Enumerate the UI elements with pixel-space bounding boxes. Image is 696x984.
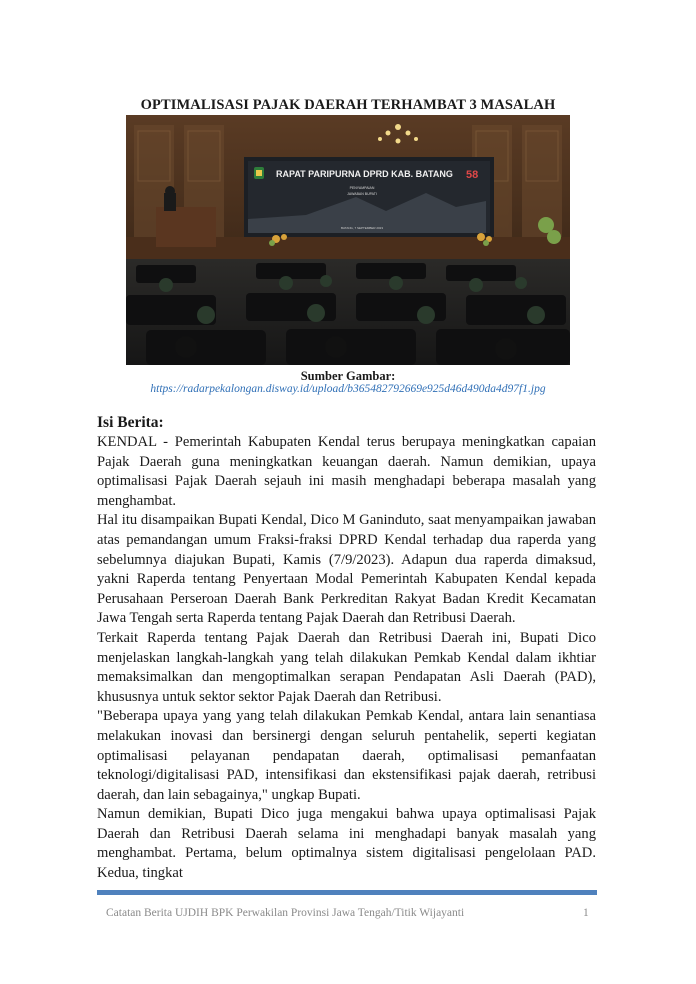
paragraph: KENDAL - Pemerintah Kabupaten Kendal terus berupaya meningkatkan capaian Pajak Daerah guna meningkatkan keuangan daerah. Namun demikian, upaya optimalisasi Pajak Daerah sejauh ini masih menghadapi beberapa masalah yang menghambat.: [97, 434, 596, 509]
paragraph: Hal itu disampaikan Bupati Kendal, Dico M Ganinduto, saat menyampaikan jawaban atas pemandangan umum Fraksi-fraksi DPRD Kendal terhadap dua raperda yang sebelumnya diajukan Bupati, Kamis (7/9/2023). Adapun dua raperda dimaksud, yakni Raperda tentang Penyertaan Modal Pemerintah Kabupaten Kendal kepada Perusahaan Perseroan Daerah Bank Perkreditan Rakyat Badan Kredit Kecamatan Jawa Tengah serta Raperda tentang Pajak Daerah dan Retribusi Daerah.: [97, 512, 596, 627]
screen-title-text: RAPAT PARIPURNA DPRD KAB. BATANG: [276, 169, 453, 179]
screen-logo-icon: [254, 167, 264, 179]
article-body: [97, 433, 596, 884]
news-photo: [126, 115, 570, 365]
screen-subtitle-1: PENYAMPAIAN: [349, 186, 375, 190]
screen-badge-text: 58: [466, 169, 479, 181]
paragraph: "Beberapa upaya yang yang telah dilakukan Pemkab Kendal, antara lain senantiasa melakukan inovasi dan bersinergi dengan seluruh pentahelik, seperti kegiatan optimalisasi pelayanan pendapatan daerah, optimalisasi pemanfaatan teknologi/digitalisasi PAD, intensifikasi dan ekstensifikasi pajak daerah, retribusi daerah, dan lain sebagainya," ungkap Bupati.: [97, 708, 596, 803]
source-link[interactable]: https://radarpekalongan.disway.id/upload/b365482792669e925d46d490da4d97f1.jpg: [150, 383, 546, 395]
caption-label: Sumber Gambar:: [300, 369, 396, 383]
footer-text: Catatan Berita UJDIH BPK Perwakilan Provinsi Jawa Tengah/Titik Wijayanti: [106, 907, 465, 919]
document-title: OPTIMALISASI PAJAK DAERAH TERHAMBAT 3 MASALAH: [140, 97, 556, 113]
section-heading: Isi Berita:: [97, 414, 164, 431]
screen-date: BATANG, 7 SEPTEMBER 2023: [340, 226, 384, 230]
screen-subtitle-2: JAWABAN BUPATI: [347, 192, 377, 196]
footer-divider: [97, 890, 597, 895]
paragraph: Namun demikian, Bupati Dico juga mengakui bahwa upaya optimalisasi Pajak Daerah dan Retribusi Daerah selama ini menghadapi banyak masalah yang menghambat. Pertama, belum optimalnya sistem digitalisasi pengelolaan PAD. Kedua, tingkat: [97, 806, 596, 882]
paragraph: Terkait Raperda tentang Pajak Daerah dan Retribusi Daerah ini, Bupati Dico menjelaskan langkah-langkah yang telah dilakukan Pemkab Kendal dalam ikhtiar memaksimalkan dan mengoptimalkan serapan Pendapatan Asli Daerah (PAD), khususnya untuk sektor sektor Pajak Daerah dan Retribusi.: [97, 629, 596, 705]
page-number: 1: [583, 907, 589, 919]
